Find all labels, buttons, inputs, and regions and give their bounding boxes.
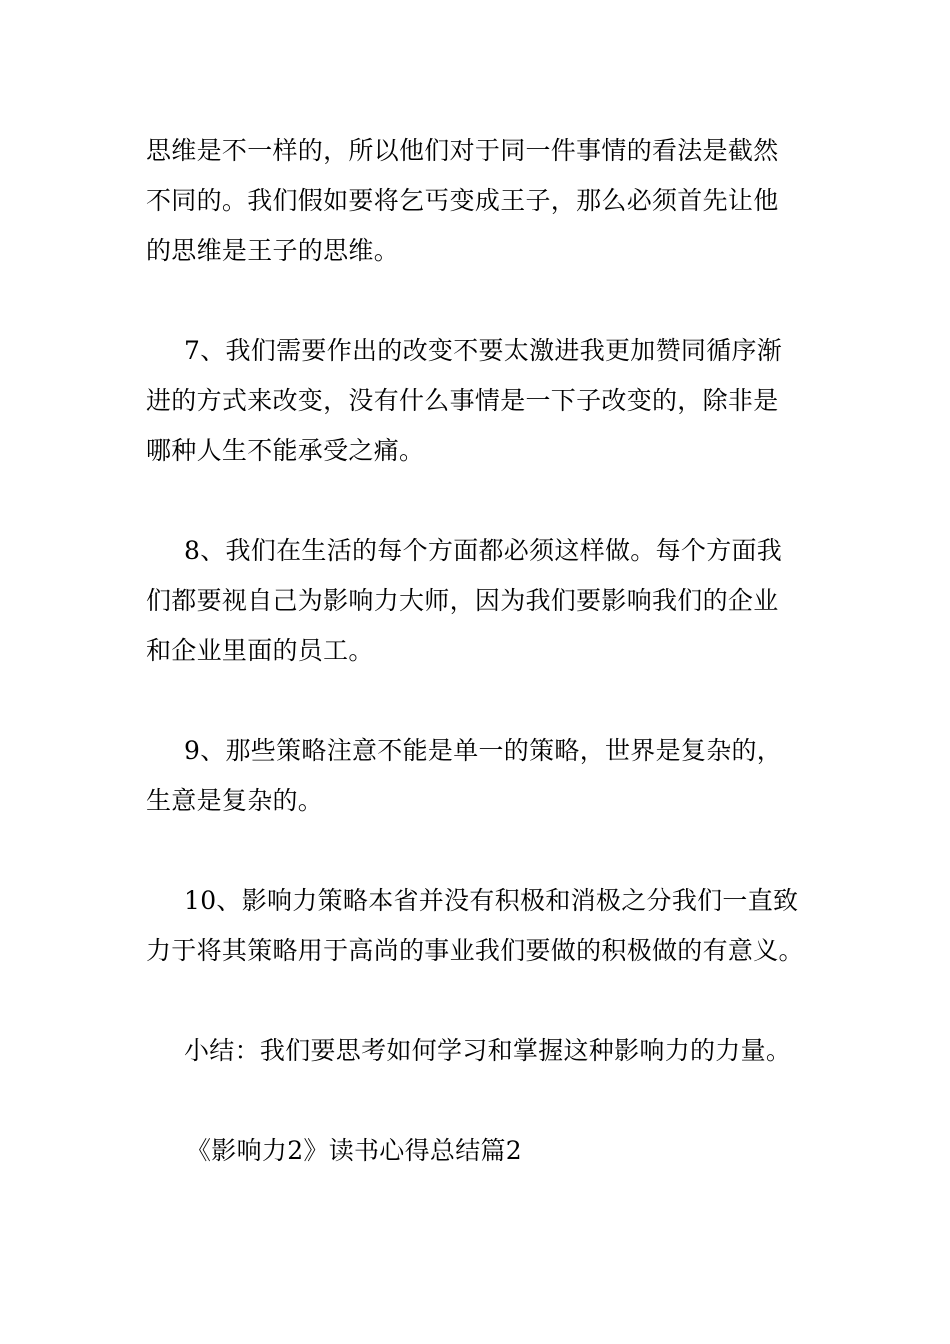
text-line: 9、那些策略注意不能是单一的策略，世界是复杂的， (184, 736, 783, 765)
text-line: 进的方式来改变，没有什么事情是一下子改变的，除非是 (146, 386, 779, 415)
text-line: 不同的。我们假如要将乞丐变成王子，那么必须首先让他 (146, 186, 779, 215)
text-line: 小结：我们要思考如何学习和掌握这种影响力的力量。 (184, 1036, 792, 1065)
paragraph-continuation (146, 126, 810, 276)
text-line: 哪种人生不能承受之痛。 (146, 436, 425, 465)
section-heading: 《影响力2》读书心得总结篇2 (186, 1136, 523, 1165)
text-line: 力于将其策略用于高尚的事业我们要做的积极做的有意义。 (146, 936, 804, 965)
text-line: 的思维是王子的思维。 (146, 236, 400, 265)
text-line: 和企业里面的员工。 (146, 636, 374, 665)
text-line: 们都要视自己为影响力大师，因为我们要影响我们的企业 (146, 586, 779, 615)
text-line: 10、影响力策略本省并没有积极和消极之分我们一直致 (184, 886, 799, 915)
paragraph-item-9 (146, 726, 810, 826)
paragraph-item-7 (146, 326, 810, 476)
text-line: 生意是复杂的。 (146, 786, 324, 815)
paragraph-summary (146, 1026, 810, 1076)
text-line: 7、我们需要作出的改变不要太激进我更加赞同循序渐 (184, 336, 783, 365)
paragraph-item-10 (146, 876, 810, 976)
paragraph-item-8 (146, 526, 810, 676)
text-line: 8、我们在生活的每个方面都必须这样做。每个方面我 (184, 536, 783, 565)
text-line: 思维是不一样的，所以他们对于同一件事情的看法是截然 (146, 136, 779, 165)
